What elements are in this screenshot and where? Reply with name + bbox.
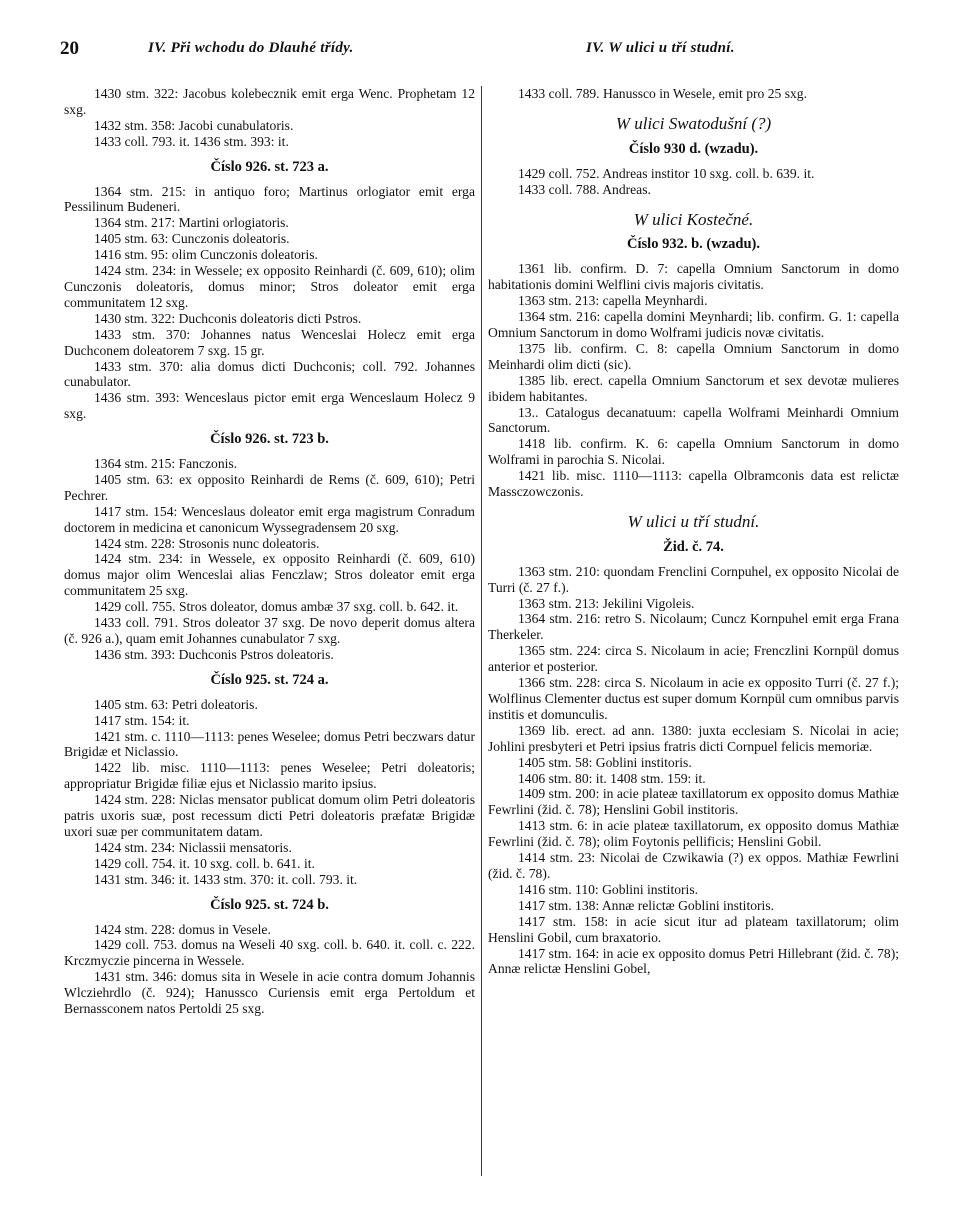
entry-paragraph: 1405 stm. 63: Petri doleatoris. <box>94 696 258 712</box>
entry-paragraph: 1431 stm. 346: it. 1433 stm. 370: it. coll. 793. it. <box>94 871 358 887</box>
entry-paragraph: 1364 stm. 216: retro S. Nicolaum; Cuncz Kornpuhel emit erga Frana Therkeler. <box>488 611 899 643</box>
entry-paragraph: 1421 lib. misc. 1110—1113: capella Olbramconis data est relictæ Massczowczonis. <box>488 468 899 500</box>
entry-paragraph: 1433 coll. 793. it. 1436 stm. 393: it. <box>94 133 289 149</box>
entry-paragraph: 1424 stm. 228: domus in Vesele. <box>94 921 271 937</box>
entry-paragraph: 1424 stm. 234: in Wessele; ex opposito Reinhardi (č. 609, 610); olim Cunczonis doleatoris, domus minor; Stros doleator emit erga communitatem 12 sxg. <box>64 263 475 310</box>
entry-paragraph: 1365 stm. 224: circa S. Nicolaum in acie; Frenczlini Kornpül domus anterior et posterior. <box>488 643 899 675</box>
entry-paragraph: 13.. Catalogus decanatuum: capella Wolframi Meinhardi Omnium Sanctorum. <box>488 404 899 436</box>
entry-paragraph: 1429 coll. 755. Stros doleator, domus ambæ 37 sxg. coll. b. 642. it. <box>94 599 459 615</box>
entry-paragraph: 1363 stm. 213: Jekilini Vigoleis. <box>518 595 695 611</box>
entry-paragraph: 1430 stm. 322: Jacobus kolebecznik emit erga Wenc. Prophetam 12 sxg. <box>64 86 475 117</box>
entry-paragraph: 1433 coll. 791. Stros doleator 37 sxg. De novo deperit domus altera (č. 926 a.), quam emit Johannes cunabulator 7 sxg. <box>64 615 475 646</box>
entry-paragraph: 1418 lib. confirm. K. 6: capella Omnium Sanctorum in domo Wolframi in parochia S. Nicolai. <box>488 436 899 468</box>
entry-paragraph: 1416 stm. 95: olim Cunczonis doleatoris. <box>94 247 318 263</box>
entry-paragraph: 1363 stm. 210: quondam Frenclini Cornpuhel, ex opposito Nicolai de Turri (č. 27 f.). <box>488 563 899 595</box>
house-number-heading: Číslo 932. b. (wzadu). <box>627 236 760 253</box>
entry-paragraph: 1406 stm. 80: it. 1408 stm. 159: it. <box>518 770 706 786</box>
entry-paragraph: 1424 stm. 234: Niclassii mensatoris. <box>94 839 292 855</box>
house-number-heading: Číslo 925. st. 724 a. <box>210 671 329 688</box>
entry-paragraph: 1422 lib. misc. 1110—1113: penes Weselee; Petri doleatoris; appropriatur Brigidæ filiæ ejus et Niclassio marito ipsius. <box>64 760 475 792</box>
entry-paragraph: 1405 stm. 58: Goblini institoris. <box>518 754 692 770</box>
entry-paragraph: 1436 stm. 393: Wenceslaus pictor emit erga Wenceslaum Holecz 9 sxg. <box>64 390 475 422</box>
entry-paragraph: 1417 stm. 158: in acie sicut itur ad plateam taxillatorum; olim Henslini Gobil, cum braxatorio. <box>488 913 899 945</box>
entry-paragraph: 1432 stm. 358: Jacobi cunabulatoris. <box>94 117 294 133</box>
column-divider <box>481 86 482 1176</box>
left-running-head: IV. Při wchodu do Dlauhé třídy. <box>148 40 354 56</box>
entry-paragraph: 1417 stm. 164: in acie ex opposito domus Petri Hillebrant (žid. č. 78); Annæ relictæ Henslini Gobel, <box>488 945 899 977</box>
entry-paragraph: 1375 lib. confirm. C. 8: capella Omnium Sanctorum in domo Meinhardi olim dicti (sic). <box>488 340 899 372</box>
house-number-heading: Číslo 925. st. 724 b. <box>210 896 329 913</box>
entry-paragraph: 1421 stm. c. 1110—1113: penes Weselee; domus Petri beczwars datur Brigidæ et Niclassio. <box>64 728 475 760</box>
entry-paragraph: 1385 lib. erect. capella Omnium Sanctorum et sex devotæ mulieres ibidem habitantes. <box>488 372 899 404</box>
left-column <box>64 86 475 1017</box>
house-number-heading: Číslo 926. st. 723 a. <box>210 158 329 175</box>
page-header <box>60 38 900 68</box>
street-heading: W ulici Kostečné. <box>633 209 754 229</box>
entry-paragraph: 1424 stm. 228: Strosonis nunc doleatoris. <box>94 535 320 551</box>
entry-paragraph: 1369 lib. erect. ad ann. 1380: juxta ecclesiam S. Nicolai in acie; Johlini presbyteri et Petri ipsius fratris dicti Cornpuel felicis memoriæ. <box>488 722 899 754</box>
right-column <box>488 86 899 977</box>
street-heading: W ulici u tří studní. <box>627 511 760 531</box>
entry-paragraph: 1433 stm. 370: alia domus dicti Duchconis; coll. 792. Johannes cunabulator. <box>64 358 475 390</box>
entry-paragraph: 1364 stm. 216: capella domini Meynhardi; lib. confirm. G. 1: capella Omnium Sanctorum in domo Wolframi judicis novæ civitatis. <box>488 309 899 340</box>
entry-paragraph: 1409 stm. 200: in acie plateæ taxillatorum ex opposito domus Mathiæ Fewrlini (žid. č. 78); Henslini Gobil institoris. <box>488 786 899 818</box>
entry-paragraph: 1364 stm. 217: Martini orlogiatoris. <box>94 215 289 231</box>
entry-paragraph: 1414 stm. 23: Nicolai de Czwikawia (?) ex oppos. Mathiæ Fewrlini (žid. č. 78). <box>488 850 899 881</box>
entry-paragraph: 1429 coll. 754. it. 10 sxg. coll. b. 641. it. <box>94 855 315 871</box>
entry-paragraph: 1416 stm. 110: Goblini institoris. <box>518 881 699 897</box>
entry-paragraph: 1417 stm. 154: Wenceslaus doleator emit erga magistrum Conradum doctorem in medicina et canonicum Wyssegradensem 20 sxg. <box>64 503 475 535</box>
entry-paragraph: 1363 stm. 213: capella Meynhardi. <box>518 293 708 309</box>
house-number-heading: Číslo 930 d. (wzadu). <box>628 140 759 157</box>
entry-paragraph: 1433 stm. 370: Johannes natus Wenceslai Holecz emit erga Duchconem doleatorem 7 sxg. 15 gr. <box>64 326 475 358</box>
entry-paragraph: 1364 stm. 215: Fanczonis. <box>94 456 238 472</box>
entry-paragraph: 1405 stm. 63: ex opposito Reinhardi de Rems (č. 609, 610); Petri Pechrer. <box>64 471 475 503</box>
entry-paragraph: 1433 coll. 788. Andreas. <box>518 181 651 197</box>
entry-paragraph: 1429 coll. 753. domus na Weseli 40 sxg. coll. b. 640. it. coll. c. 222. Krczmyczie pincerna in Wessele. <box>64 937 475 969</box>
right-running-head: IV. W ulici u tří studní. <box>586 40 735 56</box>
entry-paragraph: 1430 stm. 322: Duchconis doleatoris dicti Pstros. <box>94 310 362 326</box>
entry-paragraph: 1424 stm. 234: in Wessele, ex opposito Reinhardi (č. 609, 610) domus major olim Wenceslai alias Fenczlaw; Stros doleator emit erga communitatem 25 sxg. <box>64 551 475 599</box>
entry-paragraph: 1433 coll. 789. Hanussco in Wesele, emit pro 25 sxg. <box>518 86 807 101</box>
entry-paragraph: 1417 stm. 138: Annæ relictæ Goblini institoris. <box>518 897 775 913</box>
entry-paragraph: 1417 stm. 154: it. <box>94 712 190 728</box>
entry-paragraph: 1366 stm. 228: circa S. Nicolaum in acie ex opposito Turri (č. 27 f.); Wolflinus Clementer ductus est super domum Kornpül cum omnibus parvis institis et domunculis. <box>488 675 899 722</box>
entry-paragraph: 1361 lib. confirm. D. 7: capella Omnium Sanctorum in domo habitationis domini Welflini civis majoris civitatis. <box>488 261 899 293</box>
entry-paragraph: 1424 stm. 228: Niclas mensator publicat domum olim Petri doleatoris patris uxoris suæ, post recessum dicti Petri doleatoris præfatæ Brigidæ uxori suæ per communitatem datam. <box>64 792 475 839</box>
house-number-heading: Číslo 926. st. 723 b. <box>210 431 329 448</box>
entry-paragraph: 1436 stm. 393: Duchconis Pstros doleatoris. <box>94 646 334 662</box>
entry-paragraph: 1413 stm. 6: in acie plateæ taxillatorum, ex opposito domus Mathiæ Fewrlini (žid. č. 78); olim Foytonis pellificis; Henslini Gobil. <box>488 818 899 850</box>
street-heading: W ulici Swatodušní (?) <box>615 113 772 133</box>
entry-paragraph: 1405 stm. 63: Cunczonis doleatoris. <box>94 231 290 247</box>
entry-paragraph: 1429 coll. 752. Andreas institor 10 sxg. coll. b. 639. it. <box>518 165 815 181</box>
page-number: 20 <box>60 38 79 59</box>
entry-paragraph: 1364 stm. 215: in antiquo foro; Martinus orlogiator emit erga Pessilinum Budeneri. <box>64 183 475 215</box>
entry-paragraph: 1431 stm. 346: domus sita in Wesele in acie contra domum Johannis Wlcziehrdlo (č. 924); Hanussco Curiensis emit erga Pertoldum et Bernassconem natos Pertoldi 25 sxg. <box>64 969 475 1017</box>
house-number-heading: Žid. č. 74. <box>663 538 724 555</box>
